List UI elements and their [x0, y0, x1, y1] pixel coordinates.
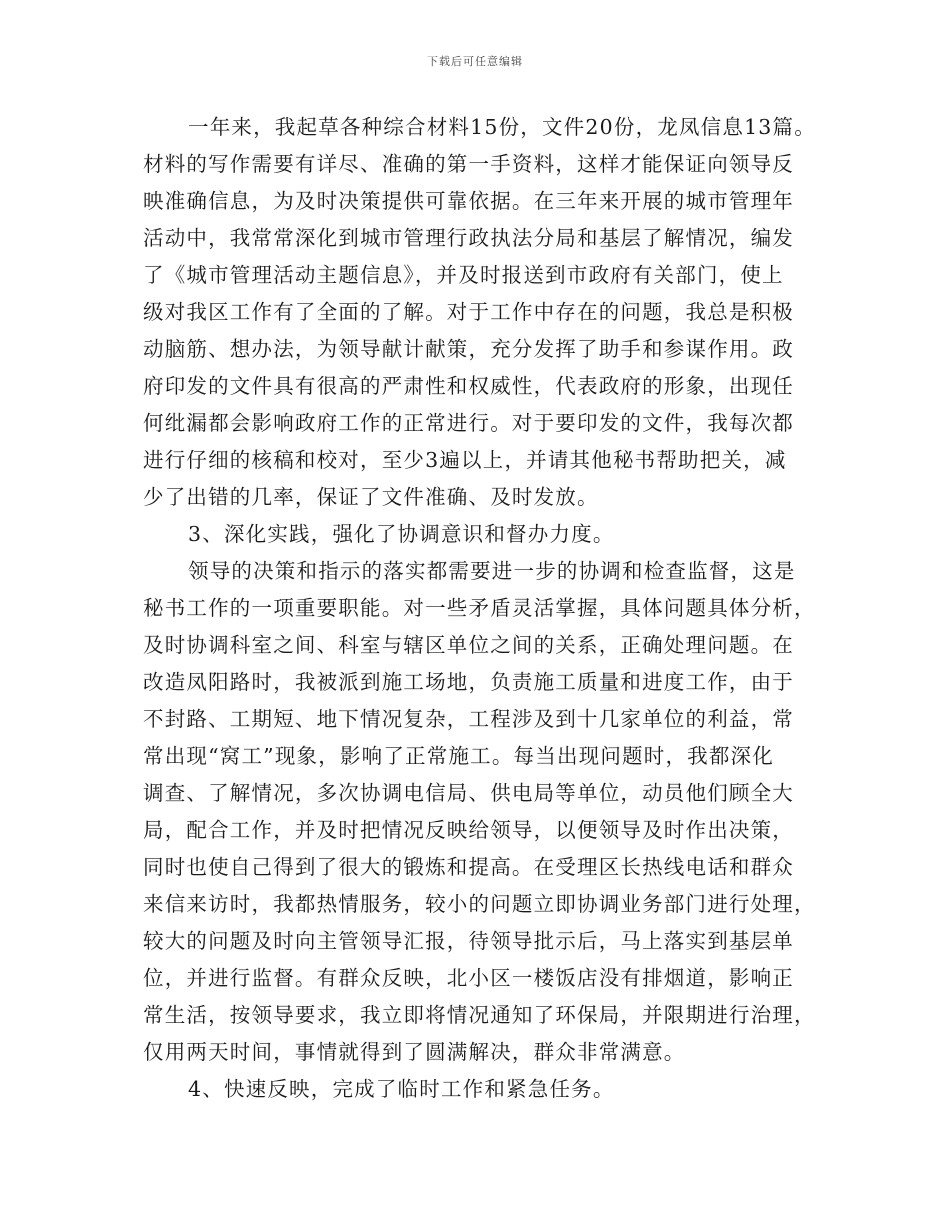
- text-line: 及时协调科室之间、科室与辖区单位之间的关系，正确处理问题。在: [143, 633, 794, 657]
- section-heading: 4、快速反映，完成了临时工作和紧急任务。: [188, 1077, 615, 1101]
- text-line: 进行仔细的核稿和校对，至少3遍以上，并请其他秘书帮助把关，减: [143, 448, 787, 472]
- text-line: 府印发的文件具有很高的严肃性和权威性，代表政府的形象，出现任: [143, 374, 794, 398]
- text-line: 较大的问题及时向主管领导汇报，待领导批示后，马上落实到基层单: [143, 929, 794, 953]
- page-header-note: 下载后可任意编辑: [427, 55, 523, 68]
- text-line: 一年来，我起草各种综合材料15份，文件20份，龙凤信息13篇。: [188, 115, 816, 139]
- text-line: 同时也使自己得到了很大的锻炼和提高。在受理区长热线电话和群众: [143, 855, 794, 879]
- text-line: 级对我区工作有了全面的了解。对于工作中存在的问题，我总是积极: [143, 300, 794, 324]
- section-heading: 3、深化实践，强化了协调意识和督办力度。: [188, 522, 615, 546]
- text-line: 不封路、工期短、地下情况复杂，工程涉及到十几家单位的利益，常: [143, 707, 794, 731]
- text-line: 来信来访时，我都热情服务，较小的问题立即协调业务部门进行处理，: [143, 892, 816, 916]
- text-line: 调查、了解情况，多次协调电信局、供电局等单位，动员他们顾全大: [143, 781, 794, 805]
- text-line: 常出现“窝工”现象，影响了正常施工。每当出现问题时，我都深化: [143, 744, 774, 768]
- text-line: 秘书工作的一项重要职能。对一些矛盾灵活掌握，具体问题具体分析，: [143, 596, 816, 620]
- text-line: 改造凤阳路时，我被派到施工场地，负责施工质量和进度工作，由于: [143, 670, 794, 694]
- text-line: 材料的写作需要有详尽、准确的第一手资料，这样才能保证向领导反: [143, 152, 794, 176]
- text-line: 位，并进行监督。有群众反映，北小区一楼饭店没有排烟道，影响正: [143, 966, 794, 990]
- text-line: 动脑筋、想办法，为领导献计献策，充分发挥了助手和参谋作用。政: [143, 337, 794, 361]
- text-line: 少了出错的几率，保证了文件准确、及时发放。: [143, 485, 599, 509]
- text-line: 常生活，按领导要求，我立即将情况通知了环保局，并限期进行治理，: [143, 1003, 816, 1027]
- text-line: 映准确信息，为及时决策提供可靠依据。在三年来开展的城市管理年: [143, 189, 794, 213]
- text-line: 何纰漏都会影响政府工作的正常进行。对于要印发的文件，我每次都: [143, 411, 794, 435]
- text-line: 活动中，我常常深化到城市管理行政执法分局和基层了解情况，编发: [143, 226, 794, 250]
- text-line: 了《城市管理活动主题信息》，并及时报送到市政府有关部门，使上: [143, 263, 784, 287]
- text-line: 局，配合工作，并及时把情况反映给领导，以便领导及时作出决策，: [143, 818, 794, 842]
- text-line: 领导的决策和指示的落实都需要进一步的协调和检查监督，这是: [188, 559, 796, 583]
- text-line: 仅用两天时间，事情就得到了圆满解决，群众非常满意。: [143, 1040, 686, 1064]
